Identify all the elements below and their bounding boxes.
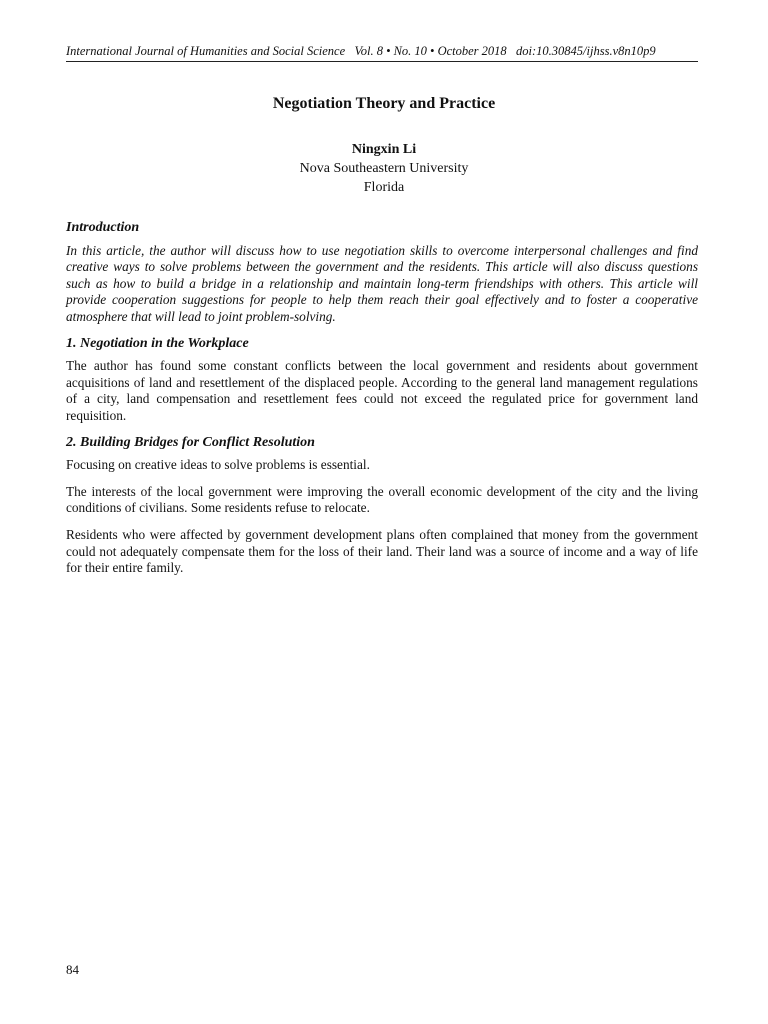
bridges-paragraph-3: Residents who were affected by government development plans often complained that money from the government could not adequately compensate them for the loss of their land. Their land was a source of income and a way of life for their entire family. [66,526,698,576]
running-header [66,44,698,62]
page-title: Negotiation Theory and Practice [272,95,496,112]
volume-issue-date: Vol. 8 • No. 10 • October 2018 [354,44,507,58]
introduction-paragraph: In this article, the author will discuss how to use negotiation skills to overcome interpersonal challenges and find creative ways to solve problems between the government and the residents. This article will also discuss questions such as how to build a bridge in a relationship and maintain long-term friendships with others. This article will provide cooperation suggestions for people to help them reach their goal effectively and to foster a cooperative atmosphere that will lead to joint problem-solving. [66,242,698,324]
author-name: Ningxin Li [351,142,417,157]
page-number: 84 [66,962,79,977]
author-location: Florida [363,180,405,195]
section-heading-workplace: 1. Negotiation in the Workplace [66,335,249,351]
section-heading-building-bridges: 2. Building Bridges for Conflict Resolution [66,434,315,450]
doi: doi:10.30845/ijhss.v8n10p9 [516,44,656,58]
journal-name: International Journal of Humanities and Social Science [66,44,346,58]
author-block [0,140,768,197]
section-heading-introduction: Introduction [66,220,140,235]
workplace-paragraph: The author has found some constant conflicts between the local government and residents about government acquisitions of land and resettlement of the displaced people. According to the general land management regulations of a city, land compensation and resettlement fees could not exceed the regulated price for government land requisition. [66,358,698,423]
bridges-paragraph-2: The interests of the local government were improving the overall economic development of the city and the living conditions of civilians. Some residents refuse to relocate. [66,483,698,516]
article-body [66,220,698,587]
bridges-paragraph-1: Focusing on creative ideas to solve problems is essential. [66,457,370,473]
author-affiliation: Nova Southeastern University [299,161,469,176]
